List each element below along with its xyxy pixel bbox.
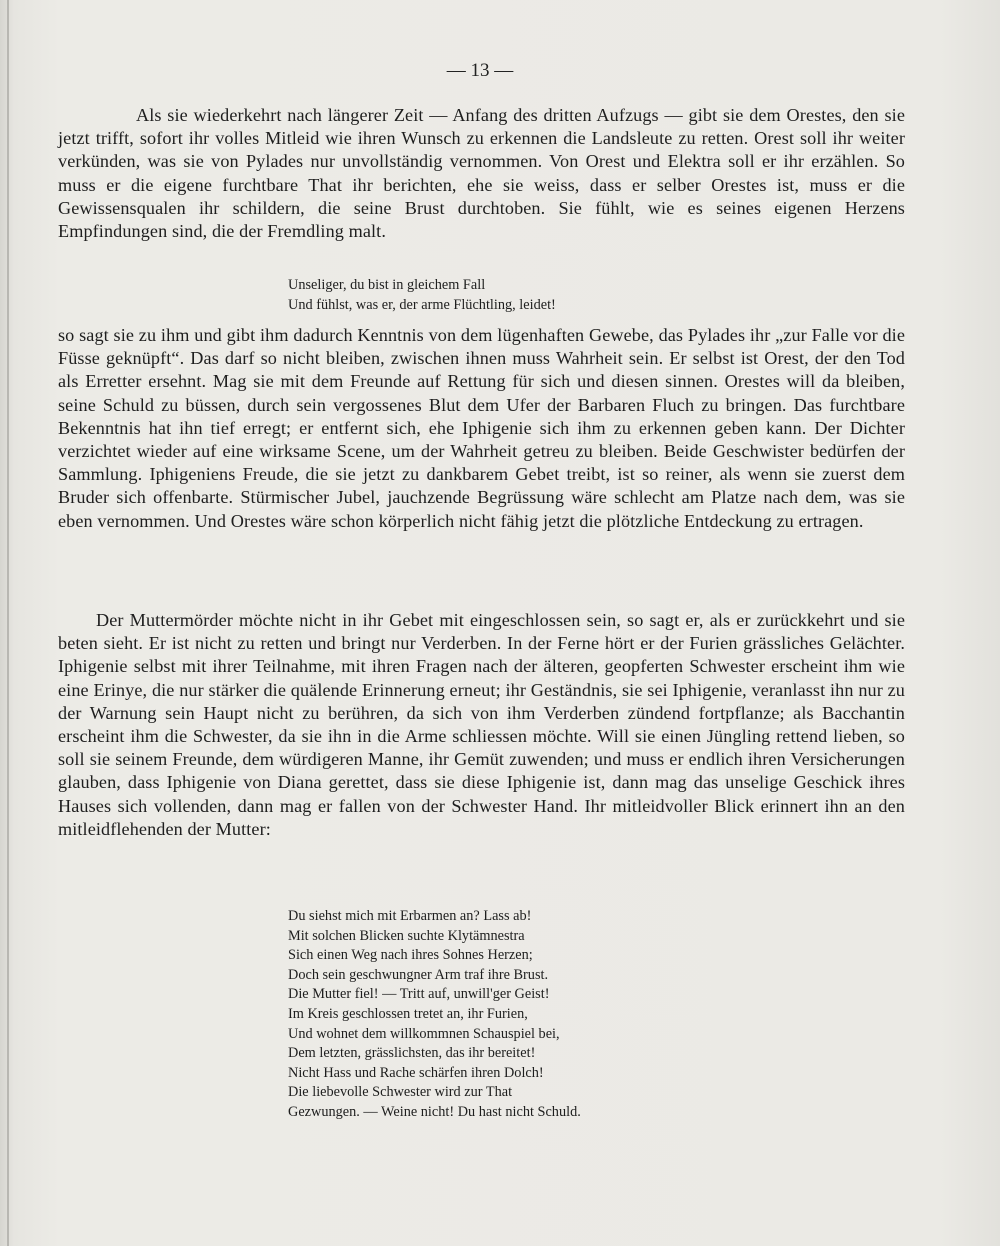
binding-edge <box>7 0 9 1246</box>
verse-line: Unseliger, du bist in gleichem Fall <box>288 277 486 293</box>
verse-line: Die Mutter fiel! — Tritt auf, unwill'ger Geist! <box>288 986 550 1003</box>
verse-line: Nicht Hass und Rache schärfen ihren Dolch! <box>288 1064 544 1081</box>
verse-line: Gezwungen. — Weine nicht! Du hast nicht Schuld. <box>288 1103 581 1120</box>
verse-line: Doch sein geschwungner Arm traf ihre Brust. <box>288 966 549 983</box>
paragraph-2: so sagt sie zu ihm und gibt ihm dadurch Kenntnis von dem lügenhaften Gewebe, das Pylades ihr „zur Falle vor die Füsse geknüpft“. Das darf so nicht bleiben, zwischen ihnen muss Wahrheit sein. Er selbst ist Orest, der den Tod als Erretter ersehnt. Mag sie mit dem Freunde auf Rettung für sich und diesen sinnen. Orestes will da bleiben, seine Schuld zu büssen, durch sein vergossenes Blut dem Ufer der Barbaren Fluch zu bringen. Das furchtbare Bekenntnis hat ihn tief erregt; er entfernt sich, ehe Iphigenie sich ihm zu erkennen geben kann. Der Dichter verzichtet wieder auf eine wirksame Scene, um der Wahrheit getreu zu bleiben. Beide Geschwister bedürfen der Sammlung. Iphigeniens Freude, die sie jetzt zu dankbarem Gebet treibt, ist so reiner, als wenn sie zuerst dem Bruder sich offenbarte. Stürmischer Jubel, jauchzende Begrüssung wäre schlecht am Platze nach dem, was sie eben vernommen. Und Orestes wäre schon körperlich nicht fähig jetzt die plötzliche Entdeckung zu ertragen. <box>58 325 905 531</box>
page-number: — 13 — <box>446 60 514 81</box>
verse-quote-1 <box>288 275 556 315</box>
verse-line: Und wohnet dem willkommnen Schauspiel bei, <box>288 1025 560 1042</box>
paragraph-1: Als sie wiederkehrt nach längerer Zeit — Anfang des dritten Aufzugs — gibt sie dem Orestes, den sie jetzt trifft, sofort ihr volles Mitleid wie ihren Wunsch zu erkennen die Landsleute zu retten. Orest soll ihr weiter verkünden, was sie von Pylades nur unvollständig vernommen. Von Orest und Elektra soll er ihr erzählen. So muss er die eigene furchtbare That ihr berichten, ehe sie weiss, dass er selber Orestes ist, muss er die Gewissensqualen ihr schildern, die seine Brust durchtoben. Sie fühlt, wie es seines eigenen Herzens Empfindungen sind, die der Fremdling malt. <box>58 105 905 242</box>
paragraph-3: Der Muttermörder möchte nicht in ihr Gebet mit eingeschlossen sein, so sagt er, als er zurückkehrt und sie beten sieht. Er ist nicht zu retten und bringt nur Verderben. In der Ferne hört er der Furien grässliches Gelächter. Iphigenie selbst mit ihrer Teilnahme, mit ihren Fragen nach der älteren, geopferten Schwester erscheint ihm wie eine Erinye, die nur stärker die quälende Erinnerung erneut; ihr Geständnis, sie sei Iphigenie, veranlasst ihn nur zu der Warnung sein Haupt nicht zu berühren, da sich von ihm Verderben zündend fortpflanze; als Bacchantin erscheint ihm die Schwester, da sie ihn in die Arme schliessen möchte. Will sie einen Jüngling rettend lieben, so soll sie seinem Freunde, dem würdigeren Manne, ihr Gemüt zuwenden; und muss er endlich ihren Versicherungen glauben, dass Iphigenie von Diana gerettet, dass sie diese Iphigenie ist, dann mag das unselige Geschick ihres Hauses sich vollenden, dann mag er fallen von der Schwester Hand. Ihr mitleidvoller Blick erinnert ihn an den mitleidflehenden der Mutter: <box>58 610 905 839</box>
verse-line: Und fühlst, was er, der arme Flüchtling, leidet! <box>288 297 556 313</box>
verse-quote-2 <box>288 907 581 1123</box>
verse-line: Du siehst mich mit Erbarmen an? Lass ab! <box>288 908 532 924</box>
verse-line: Die liebevolle Schwester wird zur That <box>288 1084 513 1101</box>
verse-line: Sich einen Weg nach ihres Sohnes Herzen; <box>288 947 533 964</box>
verse-line: Im Kreis geschlossen tretet an, ihr Furien, <box>288 1005 528 1022</box>
verse-line: Mit solchen Blicken suchte Klytämnestra <box>288 927 525 944</box>
verse-line: Dem letzten, grässlichsten, das ihr bereitet! <box>288 1045 536 1062</box>
